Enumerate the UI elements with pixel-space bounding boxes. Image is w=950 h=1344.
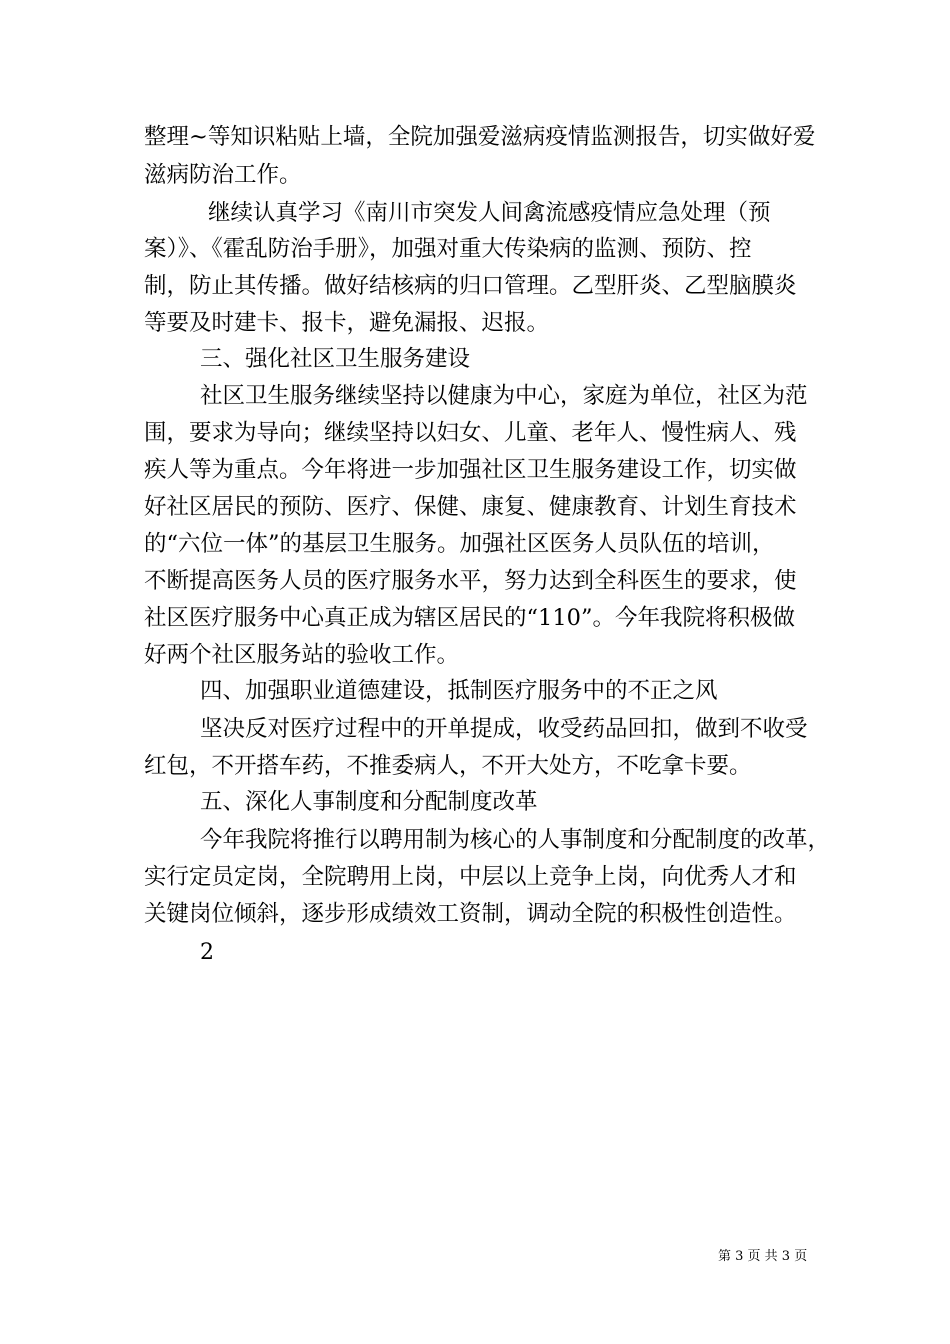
text-line: 社区医疗服务中心真正成为辖区居民的“110”。今年我院将积极做 xyxy=(144,605,795,631)
text-line: 好两个社区服务站的验收工作。 xyxy=(144,642,460,668)
text-line: 继续认真学习《南川市突发人间禽流感疫情应急处理（预 xyxy=(208,200,771,226)
text-line: 案）》、《霍乱防治手册》，加强对重大传染病的监测、预防、控 xyxy=(144,236,752,262)
page-footer: 第 3 页 共 3 页 xyxy=(718,1249,808,1264)
text-line: 坚决反对医疗过程中的开单提成，收受药品回扣，做到不收受 xyxy=(200,716,808,742)
text-line: 制，防止其传播。做好结核病的归口管理。乙型肝炎、乙型脑膜炎 xyxy=(144,273,797,299)
section-heading: 五、深化人事制度和分配制度改革 xyxy=(200,789,538,815)
text-line: 好社区居民的预防、医疗、保健、康复、健康教育、计划生育技术 xyxy=(144,494,797,520)
inline-page-number: 2 xyxy=(200,940,214,965)
text-line: 不断提高医务人员的医疗服务水平，努力达到全科医生的要求，使 xyxy=(144,568,797,594)
text-line: 关键岗位倾斜，逐步形成绩效工资制，调动全院的积极性创造性。 xyxy=(144,901,797,927)
text-line: 等要及时建卡、报卡，避免漏报、迟报。 xyxy=(144,310,550,336)
text-line: 围，要求为导向；继续坚持以妇女、儿童、老年人、慢性病人、残 xyxy=(144,420,797,446)
text-line: 红包，不开搭车药，不推委病人，不开大处方，不吃拿卡要。 xyxy=(144,753,752,779)
text-line: 社区卫生服务继续坚持以健康为中心，家庭为单位，社区为范 xyxy=(200,383,808,409)
text-line: 实行定员定岗，全院聘用上岗，中层以上竞争上岗，向优秀人才和 xyxy=(144,864,797,890)
section-heading: 四、加强职业道德建设，抵制医疗服务中的不正之风 xyxy=(200,678,718,704)
text-line: 的“六位一体”的基层卫生服务。加强社区医务人员队伍的培训， xyxy=(144,531,775,557)
text-line: 整理~等知识粘贴上墙，全院加强爱滋病疫情监测报告，切实做好爱 xyxy=(144,124,816,150)
text-line: 疾人等为重点。今年将进一步加强社区卫生服务建设工作，切实做 xyxy=(144,457,797,483)
text-line: 今年我院将推行以聘用制为核心的人事制度和分配制度的改革， xyxy=(200,827,831,853)
text-line: 滋病防治工作。 xyxy=(144,162,302,188)
section-heading: 三、强化社区卫生服务建设 xyxy=(200,346,471,372)
